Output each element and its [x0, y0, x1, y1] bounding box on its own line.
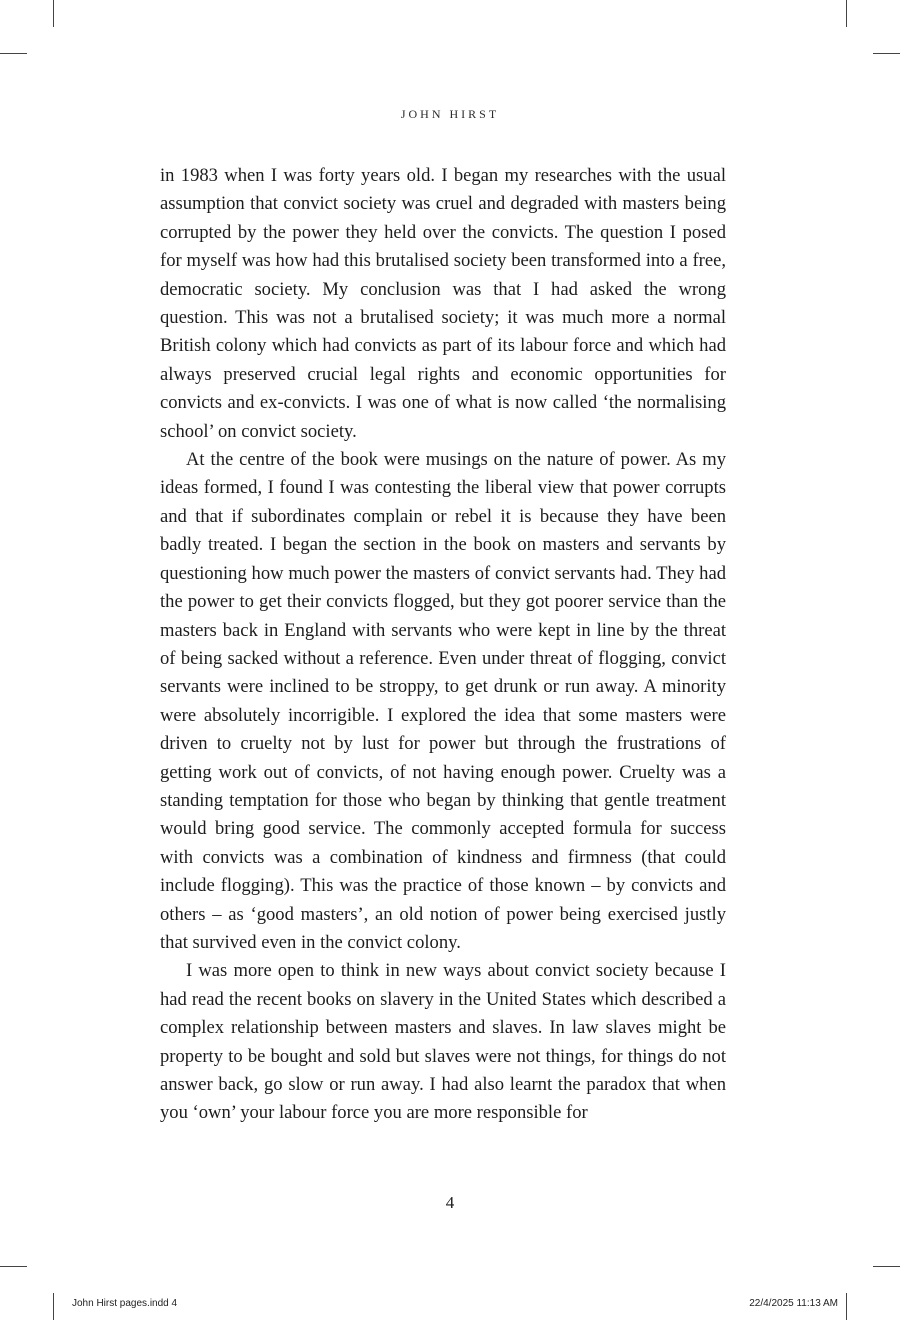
page-number: 4: [445, 1193, 455, 1212]
paragraph: At the centre of the book were musings on the nature of power. As my ideas formed, I found I was contesting the liberal view that power corrupts and that if subordinates complain or rebel it is because they have been badly treated. I began the section in the book on masters and servants by questioning how much power the masters of convict servants had. They had the power to get their convicts flogged, but they got poorer service than the masters back in England with servants who were kept in line by the threat of being sacked without a reference. Even under threat of flogging, convict servants were inclined to be stroppy, to get drunk or run away. A minority were absolutely incorrigible. I explored the idea that some masters were driven to cruelty not by lust for power but through the frustrations of getting work out of convicts, of not having enough power. Cruelty was a standing temptation for those who began by thinking that gentle treatment would bring good service. The commonly accepted formula for success with convicts was a combination of kindness and firmness (that could include flogging). This was the practice of those known – by convicts and others – as ‘good masters’, an old notion of power being exercised justly that survived even in the convict colony.: [160, 449, 726, 953]
paragraph: I was more open to think in new ways about convict society because I had read the recent books on slavery in the United States which described a complex relationship between masters and slaves. In law slaves might be property to be bought and sold but slaves were not things, for things do not answer back, go slow or run away. I had also learnt the paradox that when you ‘own’ your labour force you are more responsible for: [160, 960, 726, 1124]
running-head: JOHN HIRST: [400, 107, 500, 121]
crop-mark: [53, 1293, 54, 1320]
crop-mark: [53, 0, 54, 27]
crop-mark: [0, 1266, 27, 1267]
crop-mark: [0, 53, 27, 54]
crop-mark: [846, 1293, 847, 1320]
slug-file-name: John Hirst pages.indd 4: [72, 1298, 178, 1309]
slug-timestamp: 22/4/2025 11:13 AM: [749, 1298, 838, 1309]
paragraph: in 1983 when I was forty years old. I began my researches with the usual assumption that convict society was cruel and degraded with masters being corrupted by the power they held over the convicts. The question I posed for myself was how had this brutalised society been transformed into a free, democratic society. My conclusion was that I had asked the wrong question. This was not a brutalised society; it was much more a normal British colony which had convicts as part of its labour force and which had always preserved crucial legal rights and economic opportunities for convicts and ex-convicts. I was one of what is now called ‘the normalising school’ on convict society.: [160, 165, 726, 442]
body-text: [160, 162, 726, 1128]
crop-mark: [846, 0, 847, 27]
crop-mark: [873, 1266, 900, 1267]
crop-mark: [873, 53, 900, 54]
